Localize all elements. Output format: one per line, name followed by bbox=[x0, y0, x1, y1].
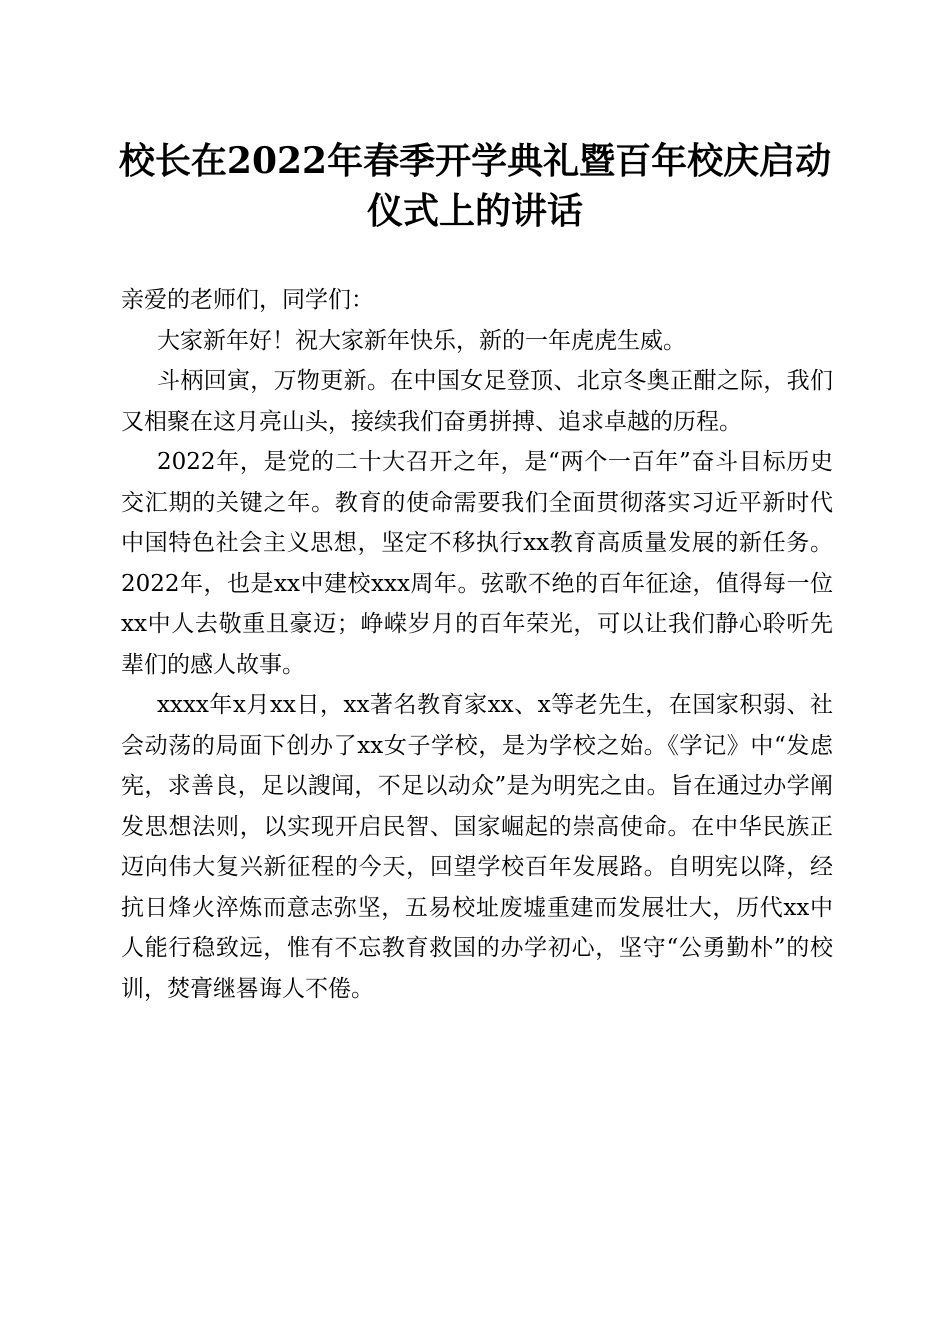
paragraph: 斗柄回寅，万物更新。在中国女足登顶、北京冬奥正酣之际，我们又相聚在这月亮山头，接续我们奋勇拼搏、追求卓越的历程。 bbox=[121, 368, 833, 435]
speech-body bbox=[121, 280, 833, 1009]
paragraph: 大家新年好！祝大家新年快乐，新的一年虎虎生威。 bbox=[157, 327, 686, 354]
title-line-2: 仪式上的讲话 bbox=[366, 190, 583, 232]
paragraph: 2022年，是党的二十大召开之年，是“两个一百年”奋斗目标历史交汇期的关键之年。教育的使命需要我们全面贯彻落实习近平新时代中国特色社会主义思想，坚定不移执行xx教育高质量发展的新任务。2022年，也是xx中建校xxx周年。弦歌不绝的百年征途，值得每一位xx中人去敬重且豪迈；峥嵘岁月的百年荣光，可以让我们静心聆听先辈们的感人故事。 bbox=[121, 449, 833, 678]
title-line-1: 校长在2022年春季开学典礼暨百年校庆启动 bbox=[118, 140, 832, 182]
paragraph: xxxx年x月xx日，xx著名教育家xx、x等老先生，在国家积弱、社会动荡的局面下创办了xx女子学校，是为学校之始。《学记》中“发虑宪，求善良，足以謏闻，不足以动众”是为明宪之由。旨在通过办学阐发思想法则，以实现开启民智、国家崛起的崇高使命。在中华民族正迈向伟大复兴新征程的今天，回望学校百年发展路。自明宪以降，经抗日烽火淬炼而意志弥坚，五易校址废墟重建而发展壮大，历代xx中人能行稳致远，惟有不忘教育救国的办学初心，坚守“公勇勤朴”的校训，焚膏继晷诲人不倦。 bbox=[121, 692, 833, 1002]
salutation: 亲爱的老师们，同学们： bbox=[121, 287, 374, 313]
page-title bbox=[110, 136, 840, 236]
